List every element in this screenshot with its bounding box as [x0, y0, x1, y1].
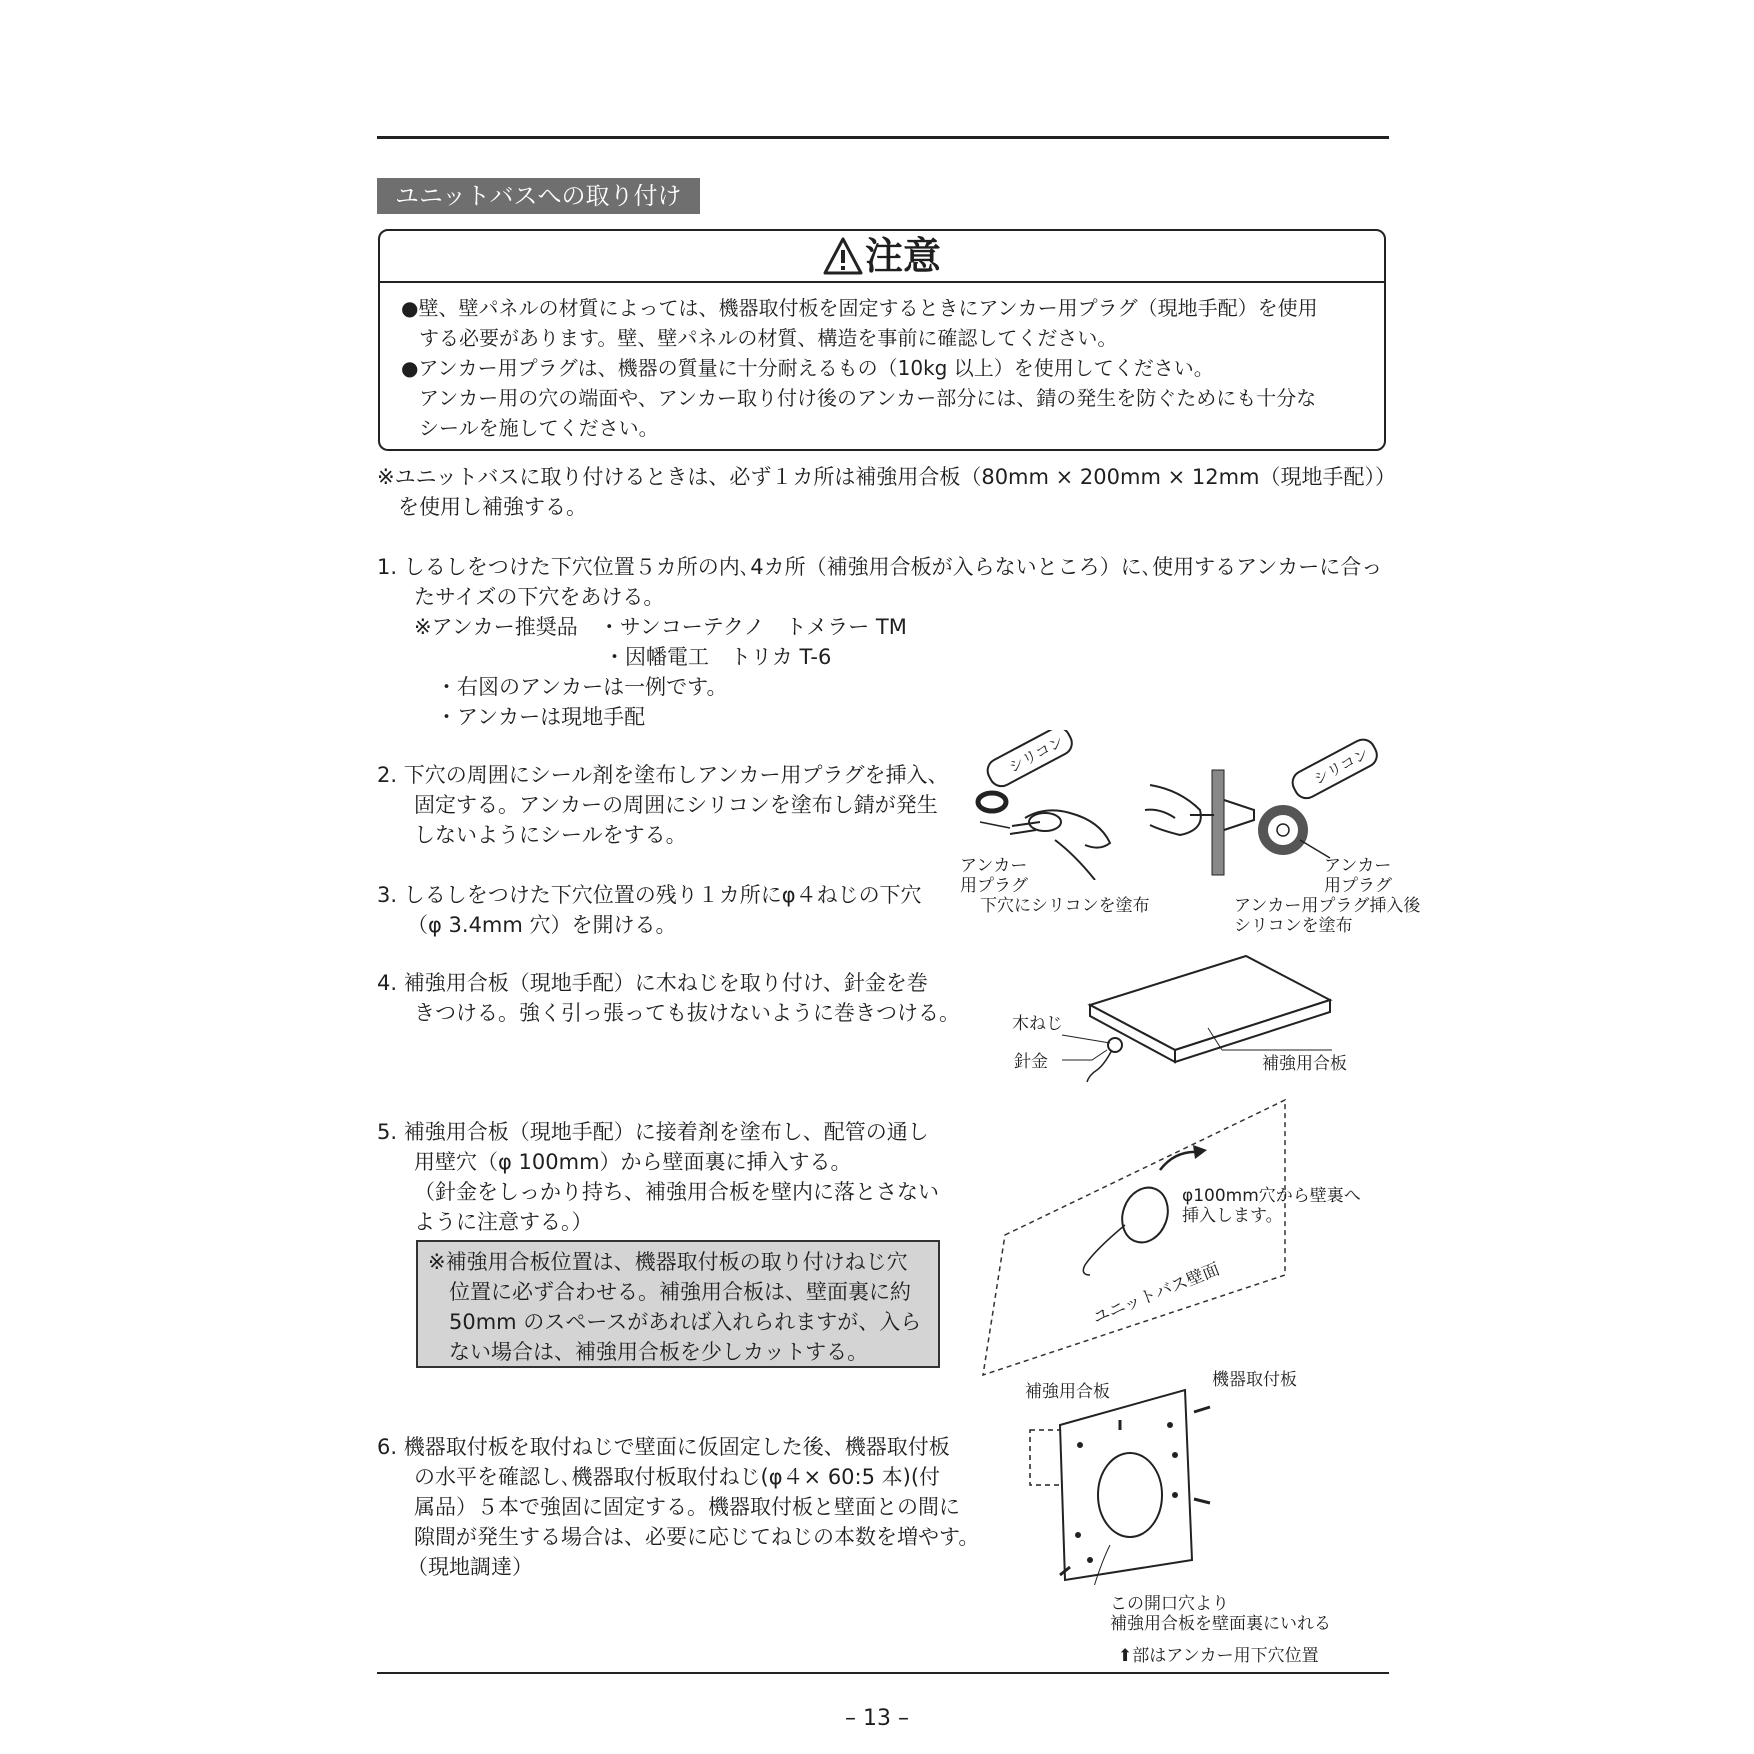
- caption-left: 下穴にシリコンを塗布: [980, 896, 1150, 916]
- up-arrow-icon: ⬆: [1118, 1646, 1133, 1666]
- caution-line: ●アンカー用プラグは、機器の質量に十分耐えるもの（10kg 以上）を使用してください。: [401, 356, 1214, 380]
- intro-note: ※ユニットバスに取り付けるときは、必ず１カ所は補強用合板（80mm × 200mm × 12mm（現地手配））: [377, 465, 1396, 489]
- plywood-position-note: [416, 1240, 940, 1368]
- arrow-note-text: 部はアンカー用下穴位置: [1132, 1646, 1319, 1666]
- step-2-text: しないようにシールをする。: [414, 823, 687, 847]
- plywood-label: 補強用合板: [1262, 1054, 1347, 1074]
- step-6-text: 隙間が発生する場合は、必要に応じてねじの本数を増やす。: [414, 1525, 980, 1549]
- silicone-tube-icon: [983, 730, 1076, 790]
- step-3-text: 3. しるしをつけた下穴位置の残り１カ所にφ４ねじの下穴: [377, 883, 922, 907]
- opening-note: この開口穴より: [1110, 1594, 1229, 1614]
- step-5-text: ように注意する。）: [414, 1210, 593, 1234]
- caution-line: アンカー用の穴の端面や、アンカー取り付け後のアンカー部分には、錆の発生を防ぐためにも十分な: [419, 386, 1317, 410]
- step-6-text: 属品）５本で強固に固定する。機器取付板と壁面との間に: [414, 1495, 960, 1519]
- step-2-text: 2. 下穴の周囲にシール剤を塗布しアンカー用プラグを挿入、: [377, 763, 949, 787]
- intro-note: を使用し補強する。: [398, 495, 587, 519]
- step-1-bullet: ・右図のアンカーは一例です。: [436, 675, 728, 699]
- step-1-text: たサイズの下穴をあける。: [414, 585, 665, 609]
- unit-bath-wall-illustration: [975, 1095, 1295, 1385]
- wood-screw-label: 木ねじ: [1012, 1014, 1063, 1034]
- page-number: – 13 –: [845, 1706, 909, 1731]
- mounting-plate-label: 機器取付板: [1212, 1370, 1297, 1390]
- step-5-text: （針金をしっかり持ち、補強用合板を壁内に落とさない: [414, 1180, 939, 1204]
- step-1-bullet: ・アンカーは現地手配: [436, 705, 646, 729]
- caution-line: ●壁、壁パネルの材質によっては、機器取付板を固定するときにアンカー用プラグ（現地手配）を使用: [401, 296, 1318, 320]
- insert-note: φ100mm穴から壁裏へ: [1182, 1186, 1361, 1206]
- opening-note: 補強用合板を壁面裏にいれる: [1110, 1614, 1331, 1634]
- wire-label: 針金: [1014, 1052, 1048, 1072]
- step-5-text: 用壁穴（φ 100mm）から壁面裏に挿入する。: [414, 1150, 852, 1174]
- bottom-rule: [377, 1672, 1389, 1674]
- arrow-note: [1118, 1646, 1319, 1666]
- step-6-text: の水平を確認し､機器取付板取付ねじ(φ４× 60:5 本)(付: [414, 1465, 941, 1489]
- caution-title: [380, 233, 1384, 279]
- anchor-plug-label: 用プラグ: [960, 876, 1028, 896]
- silicone-tube-icon: [1288, 735, 1381, 802]
- step-1-text: 1. しるしをつけた下穴位置５カ所の内､4カ所（補強用合板が入らないところ）に､使用するアンカーに合っ: [377, 555, 1383, 579]
- caption-right: アンカー用プラグ挿入後: [1234, 896, 1421, 916]
- step-3-text: （φ 3.4mm 穴）を開ける。: [407, 913, 677, 937]
- step-4-text: 4. 補強用合板（現地手配）に木ねじを取り付け、針金を巻: [377, 971, 928, 995]
- note-line: 位置に必ず合わせる。補強用合板は、壁面裏に約: [449, 1280, 911, 1304]
- caption-right: シリコンを塗布: [1234, 916, 1353, 936]
- step-4-text: きつける。強く引っ張っても抜けないように巻きつける。: [414, 1001, 960, 1025]
- caution-line: する必要があります。壁、壁パネルの材質、構造を事前に確認してください。: [419, 326, 1118, 350]
- caution-line: シールを施してください。: [419, 416, 659, 440]
- caution-box: [378, 229, 1386, 451]
- step-2-text: 固定する。アンカーの周囲にシリコンを塗布し錆が発生: [414, 793, 938, 817]
- step-1-anchor-recommend: ※アンカー推奨品 ・サンコーテクノ トメラー TM: [414, 615, 907, 639]
- svg-text:シリコン: シリコン: [1005, 732, 1067, 777]
- svg-text:シリコン: シリコン: [1310, 744, 1372, 789]
- step-6-text: （現地調達）: [407, 1555, 533, 1579]
- insert-note: 挿入します。: [1182, 1206, 1283, 1226]
- plywood2-label: 補強用合板: [1025, 1382, 1110, 1402]
- caution-header: [380, 231, 1384, 283]
- top-rule: [377, 136, 1389, 139]
- anchor-plug-label: アンカー: [1324, 856, 1392, 876]
- step-1-anchor-recommend: ・因幡電工 トリカ T-6: [604, 645, 832, 669]
- step-5-text: 5. 補強用合板（現地手配）に接着剤を塗布し、配管の通し: [377, 1120, 929, 1144]
- warning-icon: [823, 237, 863, 275]
- note-line: 50mm のスペースがあれば入れられますが、入ら: [449, 1310, 922, 1334]
- caution-title-text: 注意: [864, 234, 941, 278]
- step-6-text: 6. 機器取付板を取付ねじで壁面に仮固定した後、機器取付板: [377, 1435, 950, 1459]
- anchor-plug-label: アンカー: [960, 856, 1028, 876]
- note-line: ない場合は、補強用合板を少しカットする。: [449, 1340, 869, 1364]
- anchor-plug-label: 用プラグ: [1324, 876, 1392, 896]
- mounting-plate-illustration: [1020, 1385, 1240, 1585]
- wall-label: ユニットバス壁面: [1090, 1259, 1223, 1329]
- note-line: ※補強用合板位置は、機器取付板の取り付けねじ穴: [428, 1250, 908, 1274]
- section-title: ユニットバスへの取り付け: [377, 178, 700, 214]
